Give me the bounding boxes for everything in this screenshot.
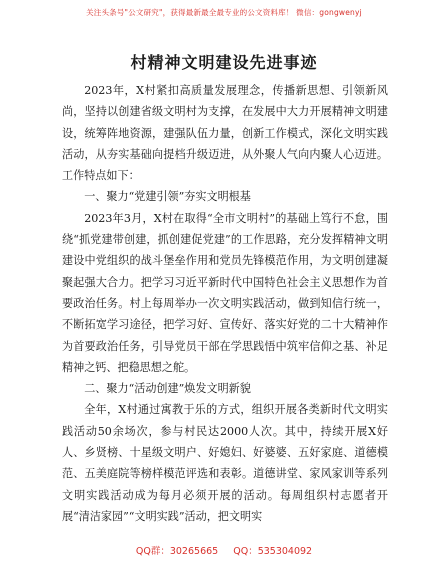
section-heading-2: 二、聚力“活动创建”焕发文明新貌	[84, 382, 251, 396]
document-body	[62, 80, 388, 527]
section-body-1: 2023年3月，X村在取得“全市文明村”的基础上笃行不怠，围绕“抓党建带创建，抓创建促党建”的工作思路，充分发挥精神文明建设中党组织的战斗堡垒作用和党员先锋模范作用，为文明创建凝聚起强大合力。把学习习近平新时代中国特色社会主义思想作为首要政治任务。村上每周举办一次文明实践活动，做到知信行统一，不断拓宽学习途径，把学习好、宣传好、落实好党的二十大精神作为首要政治任务，引导党员干部在学思践悟中筑牢信仰之基、补足精神之钙、把稳思想之舵。	[62, 211, 388, 374]
header-banner: 关注头条号"公文研究"，获得最新最全最专业的公文资料库！ 微信：gongwenyj	[86, 8, 362, 17]
section-body-2: 全年，X村通过寓教于乐的方式，组织开展各类新时代文明实践活动50余场次，参与村民达2000人次。其中，持续开展X好人、乡贤榜、十星级文明户、好媳妇、好婆婆、五好家庭、道德模范、五美庭院等榜样模范评选和表彰。道德讲堂、家风家训等系列文明实践活动成为每月必须开展的活动。每周组织村志愿者开展“清洁家园”“文明实践”活动，把文明实	[62, 403, 388, 523]
intro-paragraph: 2023年，X村紧扣高质量发展理念，传播新思想、引领新风尚，坚持以创建省级文明村为支撑，在发展中大力开展精神文明建设，统筹阵地资源，建强队伍力量，创新工作模式，深化文明实践活动，从夯实基础向提档升级迈进，从外聚人气向内聚人心迈进。工作特点如下：	[62, 84, 388, 183]
document-title: 村精神文明建设先进事迹	[130, 53, 318, 72]
footer-contact	[0, 543, 448, 557]
qq-group-text: QQ群：30265665	[135, 546, 219, 557]
section-heading-1: 一、聚力“党建引领”夯实文明根基	[84, 190, 251, 204]
qq-text: QQ：535304092	[233, 546, 313, 557]
